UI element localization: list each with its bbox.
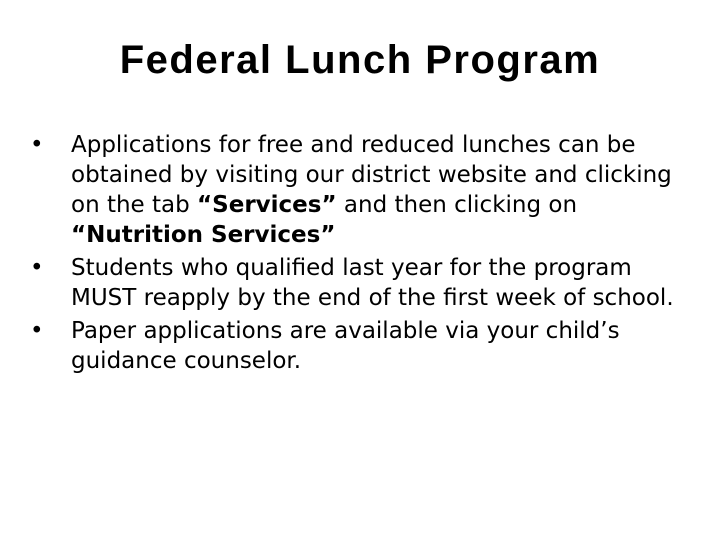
bullet-text-part: Applications for free and reduced lunches can be obtained by visiting our district website and clicking on the tab — [71, 132, 672, 218]
bullet-list — [30, 130, 690, 379]
bullet-item-paper-applications — [30, 316, 690, 376]
bullet-text-part: and then clicking on — [336, 192, 578, 218]
bullet-dot-icon: • — [30, 255, 44, 281]
bullet-dot-icon: • — [30, 318, 44, 344]
slide-title: Federal Lunch Program — [119, 38, 601, 82]
nutrition-services-reference: “Nutrition Services” — [71, 222, 336, 248]
bullet-text: Students who qualified last year for the program MUST reapply by the end of the first week of school. — [71, 255, 674, 311]
bullet-item-reapply — [30, 253, 690, 313]
services-tab-reference: “Services” — [197, 192, 337, 218]
bullet-dot-icon: • — [30, 132, 44, 158]
bullet-text: Paper applications are available via your child’s guidance counselor. — [71, 318, 620, 374]
bullet-item-applications — [30, 130, 690, 250]
